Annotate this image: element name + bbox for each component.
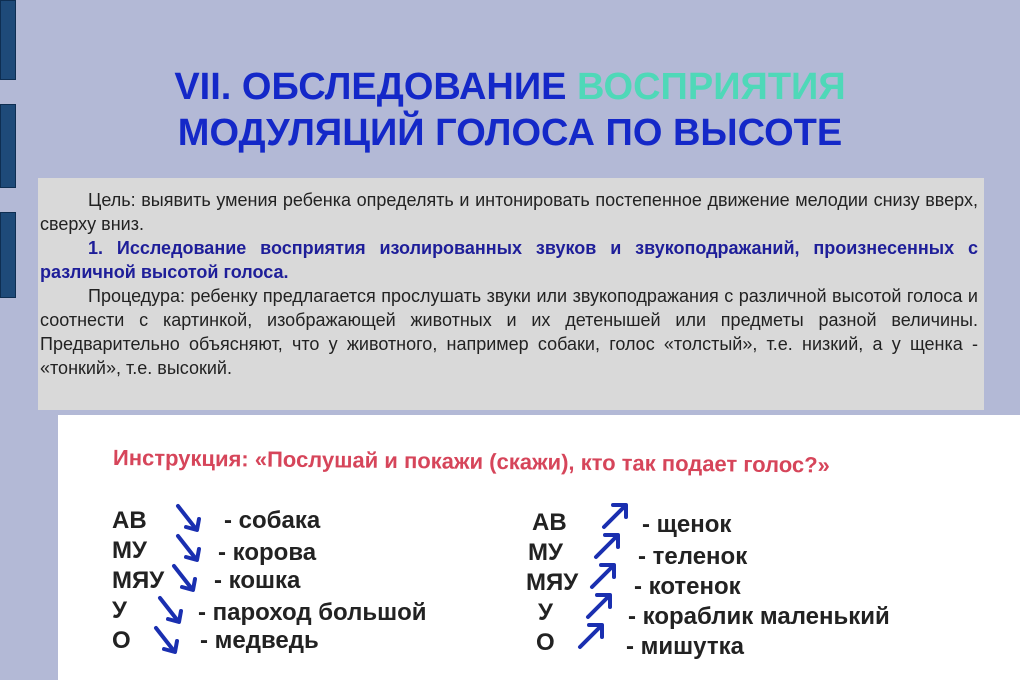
slide-title — [0, 64, 1020, 156]
sound-label: У — [112, 597, 127, 624]
left-row-3 — [112, 567, 301, 595]
title-line-2: МОДУЛЯЦИЙ ГОЛОСА ПО ВЫСОТЕ — [177, 112, 843, 154]
left-row-5 — [112, 627, 319, 655]
sound-description: - мишутка — [626, 633, 744, 660]
title-highlight: ВОСПРИЯТИЯ — [577, 66, 846, 108]
instruction-text: Инструкция: «Послушай и покажи (скажи), кто так подает голос?» — [112, 445, 830, 478]
arrow-up-right-icon — [600, 501, 630, 531]
left-row-4 — [112, 597, 427, 626]
title-prefix: VII. ОБСЛЕДОВАНИЕ — [174, 66, 578, 108]
right-row-3 — [526, 569, 741, 600]
sound-label: МУ — [112, 537, 147, 564]
procedure-text: Процедура: ребенку предлагается прослушать звуки или звукоподражания с различной высотой голоса и соотнести с картинкой, изображающей животных и их детенышей или предметы разной величины. Предварительно объясняют, что у животного, например собаки, голос «толстый», т.е. низкий, а у щенка - «тонкий», т.е. высокий. — [40, 286, 978, 378]
arrow-up-right-icon — [588, 561, 618, 591]
right-row-4 — [538, 599, 890, 630]
arrow-up-right-icon — [576, 621, 606, 651]
sound-description: - корова — [218, 539, 317, 566]
left-row-2 — [112, 537, 317, 566]
subheading-text: 1. Исследование восприятия изолированных звуков и звукоподражаний, произнесенных с различной высотой голоса. — [40, 238, 978, 282]
right-row-5 — [536, 629, 744, 660]
sound-label: У — [538, 599, 553, 626]
left-row-1 — [112, 507, 321, 535]
sound-label: МУ — [528, 539, 563, 566]
title-line-1 — [0, 64, 1020, 110]
right-row-1 — [532, 509, 732, 538]
sound-description: - котенок — [634, 573, 741, 600]
side-tab-3 — [0, 212, 16, 298]
sound-label: АВ — [532, 509, 567, 536]
arrow-up-right-icon — [584, 591, 614, 621]
sound-description: - кораблик маленький — [628, 603, 890, 630]
sound-label: МЯУ — [526, 569, 579, 596]
arrow-down-right-icon — [170, 563, 200, 593]
sound-description: - собака — [224, 507, 321, 534]
arrow-down-right-icon — [174, 533, 204, 563]
sound-description: - щенок — [642, 511, 732, 538]
sound-label: О — [536, 629, 555, 656]
instruction-card — [58, 415, 1020, 680]
sound-label: О — [112, 627, 131, 654]
arrow-up-right-icon — [592, 531, 622, 561]
right-row-2 — [528, 539, 748, 570]
arrow-down-right-icon — [156, 595, 186, 625]
sound-description: - кошка — [214, 567, 301, 594]
arrow-down-right-icon — [152, 625, 182, 655]
description-box — [38, 178, 984, 410]
sound-description: - теленок — [638, 543, 748, 570]
sound-description: - пароход большой — [198, 599, 427, 626]
sound-label: МЯУ — [112, 567, 165, 594]
sound-description: - медведь — [200, 627, 319, 654]
goal-text: Цель: выявить умения ребенка определять и интонировать постепенное движение мелодии снизу вверх, сверху вниз. — [40, 190, 978, 234]
sound-label: АВ — [112, 507, 147, 534]
arrow-down-right-icon — [174, 503, 204, 533]
